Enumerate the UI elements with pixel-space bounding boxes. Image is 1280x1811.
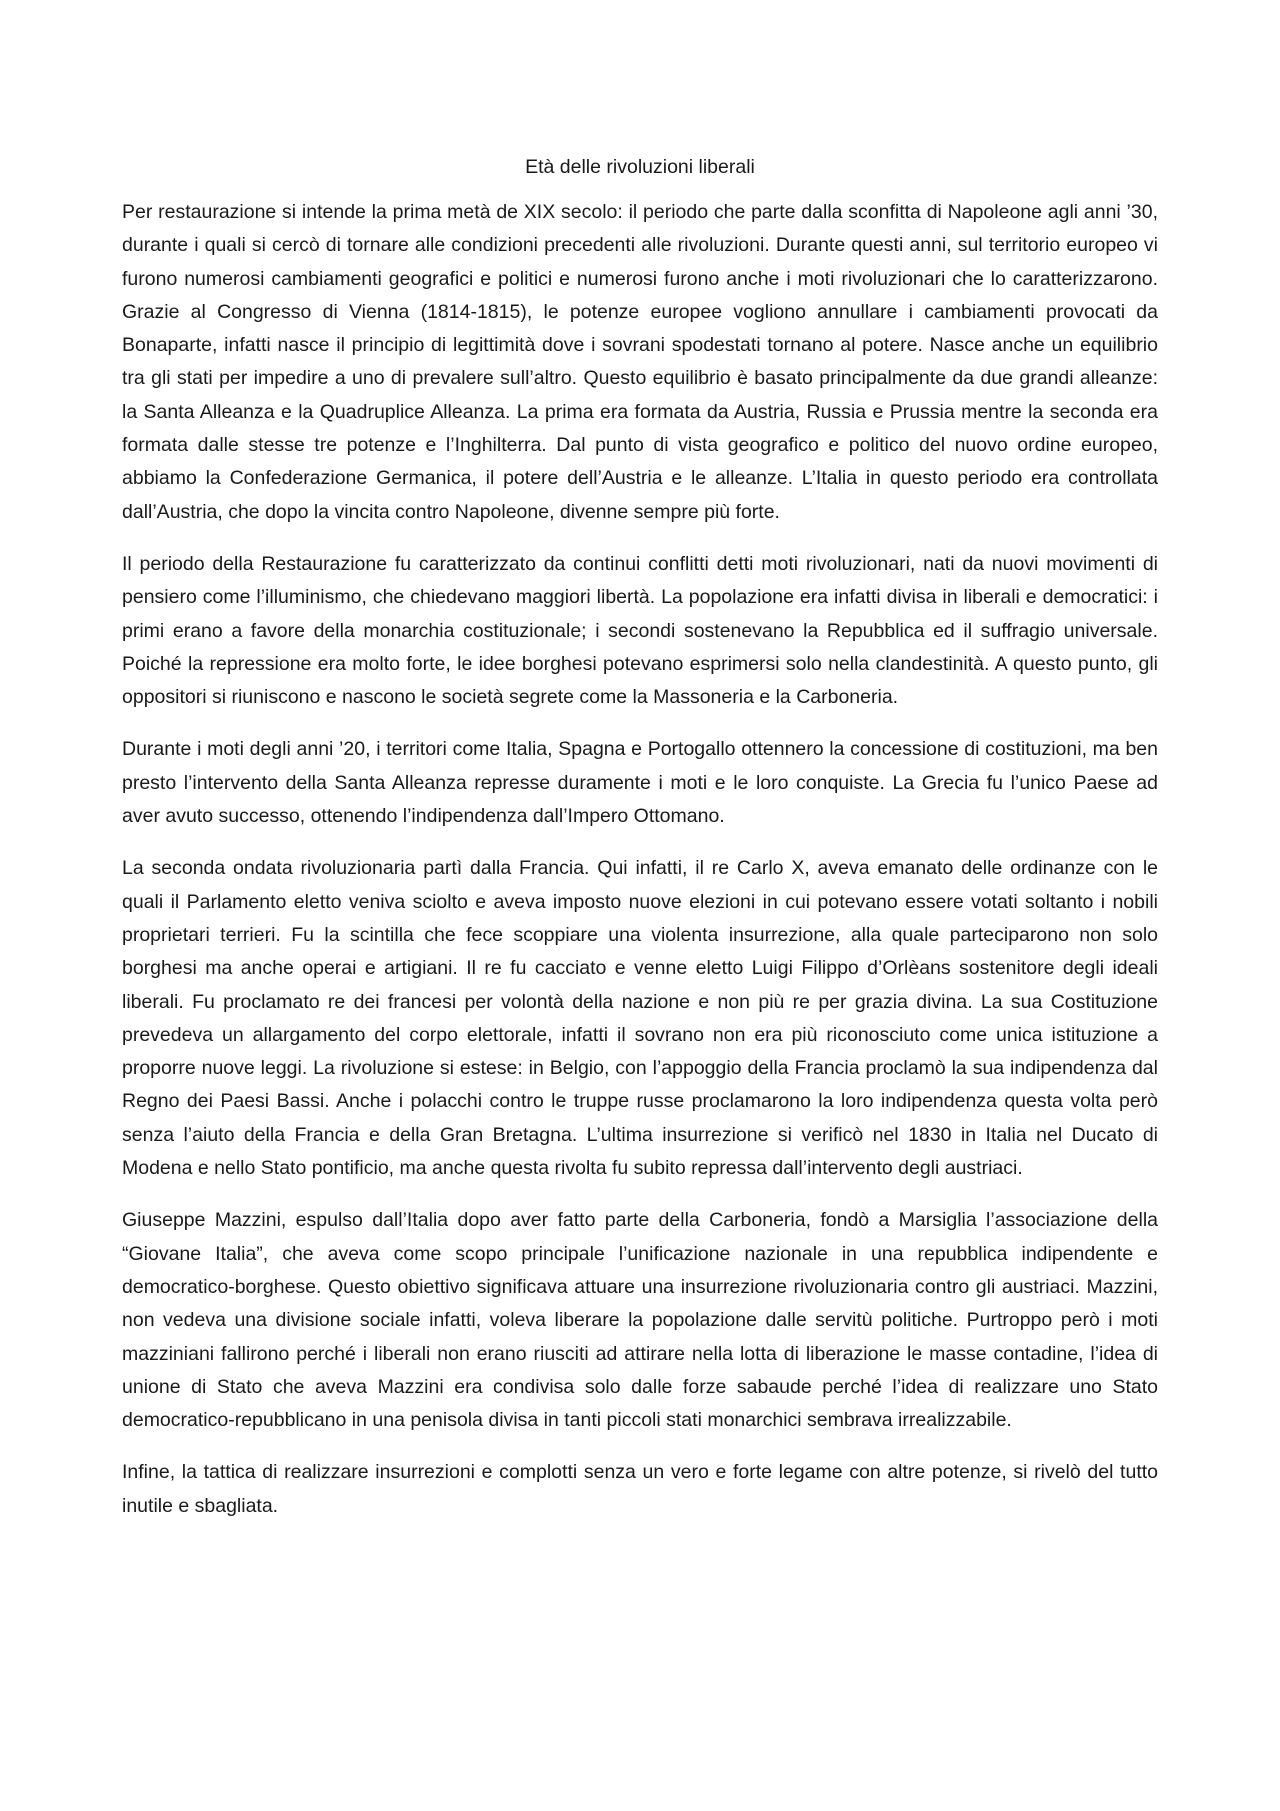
paragraph: La seconda ondata rivoluzionaria partì dalla Francia. Qui infatti, il re Carlo X, aveva emanato delle ordinanze con le quali il Parlamento eletto veniva sciolto e aveva imposto nuove elezioni in cui potevano essere votati soltanto i nobili proprietari terrieri. Fu la scintilla che fece scoppiare una violenta insurrezione, alla quale parteciparono non solo borghesi ma anche operai e artigiani. Il re fu cacciato e venne eletto Luigi Filippo d’Orlèans sostenitore degli ideali liberali. Fu proclamato re dei francesi per volontà della nazione e non più re per grazia divina. La sua Costituzione prevedeva un allargamento del corpo elettorale, infatti il sovrano non era più riconosciuto come unica istituzione a proporre nuove leggi. La rivoluzione si estese: in Belgio, con l’appoggio della Francia proclamò la sua indipendenza dal Regno dei Paesi Bassi. Anche i polacchi contro le truppe russe proclamarono la loro indipendenza questa volta però senza l’aiuto della Francia e della Gran Bretagna. L’ultima insurrezione si verificò nel 1830 in Italia nel Ducato di Modena e nello Stato pontificio, ma anche questa rivolta fu subito repressa dall’intervento degli austriaci. [122,857,1158,1180]
paragraph: Durante i moti degli anni ’20, i territori come Italia, Spagna e Portogallo ottennero la concessione di costituzioni, ma ben presto l’intervento della Santa Alleanza represse duramente i moti e le loro conquiste. La Grecia fu l’unico Paese ad aver avuto successo, ottenendo l’indipendenza dall’Impero Ottomano. [122,738,1158,828]
paragraph: Giuseppe Mazzini, espulso dall’Italia dopo aver fatto parte della Carboneria, fondò a Marsiglia l’associazione della “Giovane Italia”, che aveva come scopo principale l’unificazione nazionale in una repubblica indipendente e democratico-borghese. Questo obiettivo significava attuare una insurrezione rivoluzionaria contro gli austriaci. Mazzini, non vedeva una divisione sociale infatti, voleva liberare la popolazione dalle servitù politiche. Purtroppo però i moti mazziniani fallirono perché i liberali non erano riusciti ad attirare nella lotta di liberazione le masse contadine, l’idea di unione di Stato che aveva Mazzini era condivisa solo dalle forze sabaude perché l’idea di realizzare uno Stato democratico-repubblicano in una penisola divisa in tanti piccoli stati monarchici sembrava irrealizzabile. [122,1209,1158,1432]
document-body [122,150,1158,1542]
paragraph: Il periodo della Restaurazione fu caratterizzato da continui conflitti detti moti rivoluzionari, nati da nuovi movimenti di pensiero come l’illuminismo, che chiedevano maggiori libertà. La popolazione era infatti divisa in liberali e democratici: i primi erano a favore della monarchia costituzionale; i secondi sostenevano la Repubblica ed il suffragio universale. Poiché la repressione era molto forte, le idee borghesi potevano esprimersi solo nella clandestinità. A questo punto, gli oppositori si riuniscono e nascono le società segrete come la Massoneria e la Carboneria. [122,552,1158,709]
paragraph: Infine, la tattica di realizzare insurrezioni e complotti senza un vero e forte legame con altre potenze, si rivelò del tutto inutile e sbagliata. [122,1461,1158,1517]
document-title: Età delle rivoluzioni liberali [525,156,755,178]
paragraph: Per restaurazione si intende la prima metà de XIX secolo: il periodo che parte dalla sconfitta di Napoleone agli anni ’30, durante i quali si cercò di tornare alle condizioni precedenti alle rivoluzioni. Durante questi anni, sul territorio europeo vi furono numerosi cambiamenti geografici e politici e numerosi furono anche i moti rivoluzionari che lo caratterizzarono. Grazie al Congresso di Vienna (1814-1815), le potenze europee vogliono annullare i cambiamenti provocati da Bonaparte, infatti nasce il principio di legittimità dove i sovrani spodestati tornano al potere. Nasce anche un equilibrio tra gli stati per impedire a uno di prevalere sull’altro. Questo equilibrio è basato principalmente da due grandi alleanze: la Santa Alleanza e la Quadruplice Alleanza. La prima era formata da Austria, Russia e Prussia mentre la seconda era formata dalle stesse tre potenze e l’Inghilterra. Dal punto di vista geografico e politico del nuovo ordine europeo, abbiamo la Confederazione Germanica, il potere dell’Austria e le alleanze. L’Italia in questo periodo era controllata dall’Austria, che dopo la vincita contro Napoleone, divenne sempre più forte. [122,201,1158,523]
